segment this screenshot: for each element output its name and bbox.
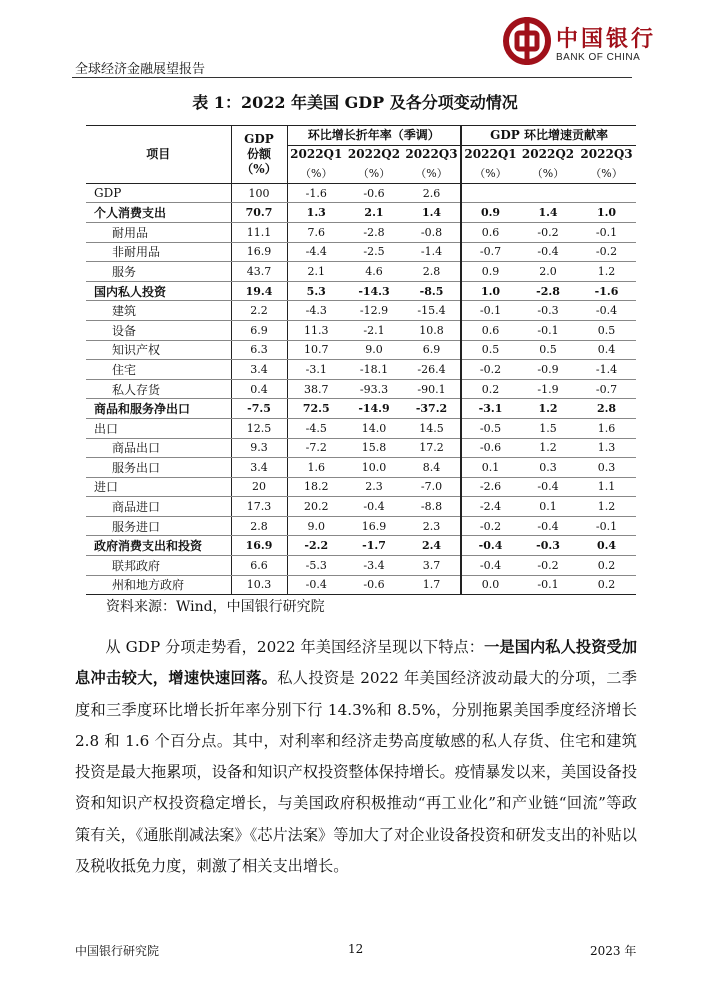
header-share-line2: 份额 (246, 146, 271, 161)
table-row (86, 536, 636, 556)
row-name: 商品进口 (86, 497, 231, 517)
row-name: 非耐用品 (86, 242, 231, 262)
table-row (86, 556, 636, 576)
row-contribution-q3: 1.0 (577, 203, 636, 223)
row-contribution-q3: -1.6 (577, 281, 636, 301)
row-growth-q3: 8.4 (403, 458, 461, 478)
header-q3-contribution: 2022Q3 (580, 147, 633, 162)
header-q2-contribution: 2022Q2 (521, 147, 575, 162)
header-q2-growth: 2022Q2 (347, 147, 401, 162)
row-growth-q2: 2.3 (345, 477, 403, 497)
row-growth-q2: 9.0 (345, 340, 403, 360)
row-contribution-q1: -0.1 (461, 301, 519, 321)
row-contribution-q2: -0.4 (519, 242, 577, 262)
row-growth-q3: -1.4 (403, 242, 461, 262)
row-growth-q1: 72.5 (287, 399, 345, 419)
row-name: 设备 (86, 320, 231, 340)
header-q1-contribution: 2022Q1 (461, 145, 519, 164)
table-body (86, 183, 636, 594)
row-share: 16.9 (231, 536, 287, 556)
row-contribution-q3: -0.4 (577, 301, 636, 321)
row-share: 43.7 (231, 262, 287, 282)
row-growth-q1: -5.3 (287, 556, 345, 576)
row-contribution-q3: 1.3 (577, 438, 636, 458)
row-growth-q2: -0.6 (363, 578, 385, 592)
row-name: 联邦政府 (86, 556, 231, 576)
footer-year: 2023 年 (590, 944, 637, 958)
row-contribution-q2: -0.2 (519, 222, 577, 242)
row-contribution-q2: -2.8 (519, 281, 577, 301)
row-contribution-q1: 0.6 (461, 320, 519, 340)
row-growth-q1: -7.2 (287, 438, 345, 458)
row-share: 20 (231, 477, 287, 497)
row-name: 商品和服务净出口 (86, 399, 231, 419)
row-growth-q2: -18.1 (345, 360, 403, 380)
row-contribution-q3: -0.1 (577, 516, 636, 536)
row-growth-q2: -93.3 (345, 379, 403, 399)
row-contribution-q3: 2.8 (577, 399, 636, 419)
row-contribution-q3: 0.4 (577, 536, 636, 556)
header-unit: （%） (287, 164, 345, 183)
row-name: 服务进口 (86, 516, 231, 536)
row-growth-q3: -0.8 (403, 222, 461, 242)
row-contribution-q1: -0.6 (461, 438, 519, 458)
row-share: 70.7 (231, 203, 287, 223)
row-contribution-q3: 0.4 (577, 340, 636, 360)
logo-english-text: BANK OF CHINA (556, 52, 641, 63)
row-contribution-q1: -2.6 (461, 477, 519, 497)
row-growth-q3: -90.1 (403, 379, 461, 399)
row-growth-q2: 14.0 (345, 418, 403, 438)
row-contribution-q2: -0.3 (519, 301, 577, 321)
table-row (86, 301, 636, 321)
row-growth-q1: 2.1 (287, 262, 345, 282)
table-row (86, 477, 636, 497)
row-growth-q2: -2.8 (345, 222, 403, 242)
row-growth-q1: 7.6 (287, 222, 345, 242)
table-row (86, 360, 636, 380)
row-name: GDP (86, 183, 231, 203)
row-contribution-q1: 0.0 (461, 575, 519, 595)
row-share: 17.3 (231, 497, 287, 517)
table-row (86, 399, 636, 419)
table-row (86, 458, 636, 478)
row-contribution-q3: 0.2 (577, 556, 636, 576)
row-name: 耐用品 (86, 222, 231, 242)
row-contribution-q2: 0.1 (519, 497, 577, 517)
row-contribution-q3: -0.2 (577, 242, 636, 262)
row-growth-q3: -26.4 (403, 360, 461, 380)
row-name: 住宅 (86, 360, 231, 380)
row-name: 知识产权 (86, 340, 231, 360)
row-share: 6.6 (231, 556, 287, 576)
row-growth-q1: -3.1 (287, 360, 345, 380)
row-contribution-q1: 0.6 (461, 222, 519, 242)
row-growth-q2: -0.6 (345, 183, 403, 203)
row-contribution-q2: -0.3 (519, 536, 577, 556)
row-contribution-q2: -0.2 (519, 556, 577, 576)
row-growth-q2: -14.9 (345, 399, 403, 419)
row-contribution-q2: -0.1 (537, 578, 559, 592)
row-growth-q1: -4.5 (287, 418, 345, 438)
row-contribution-q3: -0.7 (577, 379, 636, 399)
row-growth-q2: -12.9 (345, 301, 403, 321)
row-growth-q3: 10.8 (403, 320, 461, 340)
row-contribution-q3: 0.5 (577, 320, 636, 340)
table-title: 表 1：2022 年美国 GDP 及各分项变动情况 (192, 93, 518, 112)
table-row (86, 203, 636, 223)
row-contribution-q1: -0.2 (461, 360, 519, 380)
paragraph-lead: 从 GDP 分项走势看，2022 年美国经济呈现以下特点： (105, 638, 485, 656)
row-contribution-q3: -0.1 (577, 222, 636, 242)
row-growth-q2: -3.4 (345, 556, 403, 576)
row-contribution-q2: 1.4 (519, 203, 577, 223)
row-growth-q1: 9.0 (287, 516, 345, 536)
row-growth-q3: -8.8 (403, 497, 461, 517)
row-contribution-q1: 0.2 (461, 379, 519, 399)
row-contribution-q2: 1.2 (519, 399, 577, 419)
row-share: 12.5 (231, 418, 287, 438)
row-growth-q3: 2.4 (403, 536, 461, 556)
row-growth-q1: 1.6 (287, 458, 345, 478)
row-growth-q3: 6.9 (403, 340, 461, 360)
row-growth-q2: 10.0 (345, 458, 403, 478)
header-share (231, 126, 287, 184)
row-contribution-q3: 0.3 (577, 458, 636, 478)
table-row (86, 379, 636, 399)
row-growth-q1: -4.3 (287, 301, 345, 321)
row-contribution-q2: -0.1 (519, 320, 577, 340)
gdp-table-container (86, 125, 636, 595)
logo-chinese-text: 中国银行 (556, 26, 657, 52)
table-row (86, 575, 636, 595)
row-share: 2.2 (231, 301, 287, 321)
row-contribution-q1: 0.5 (461, 340, 519, 360)
row-contribution-q2: 1.2 (519, 438, 577, 458)
row-growth-q2: -0.4 (345, 497, 403, 517)
header-group-contribution: GDP 环比增速贡献率 (461, 126, 636, 146)
row-contribution-q2: 1.5 (519, 418, 577, 438)
row-growth-q1: -4.4 (287, 242, 345, 262)
table-row (86, 242, 636, 262)
row-growth-q3: 2.6 (403, 183, 461, 203)
body-paragraph (75, 632, 637, 882)
table-row (86, 516, 636, 536)
header-share-line1: GDP (244, 131, 274, 146)
header-unit: （%） (357, 166, 391, 180)
row-growth-q3: 1.4 (403, 203, 461, 223)
header-unit: （%） (590, 166, 623, 180)
row-growth-q3: 2.3 (403, 516, 461, 536)
row-contribution-q1: 0.9 (461, 203, 519, 223)
table-row (86, 262, 636, 282)
row-growth-q1: 18.2 (287, 477, 345, 497)
row-growth-q2: -14.3 (345, 281, 403, 301)
row-contribution-q3: 1.2 (577, 497, 636, 517)
table-row (86, 418, 636, 438)
row-contribution-q1 (461, 183, 519, 203)
row-growth-q1: -2.2 (287, 536, 345, 556)
row-share: 3.4 (231, 360, 287, 380)
row-contribution-q3: -1.4 (577, 360, 636, 380)
table-source: 资料来源：Wind，中国银行研究院 (106, 599, 325, 615)
row-growth-q2: 16.9 (345, 516, 403, 536)
row-name: 服务 (86, 262, 231, 282)
row-growth-q3: 1.7 (422, 578, 441, 592)
row-contribution-q3: 1.2 (577, 262, 636, 282)
header-unit: （%） (415, 166, 448, 180)
row-share: 9.3 (231, 438, 287, 458)
table-row (86, 497, 636, 517)
row-contribution-q2: 2.0 (519, 262, 577, 282)
row-growth-q3: 2.8 (403, 262, 461, 282)
row-contribution-q1: -0.5 (461, 418, 519, 438)
row-contribution-q2: -0.4 (519, 477, 577, 497)
row-growth-q2: 15.8 (345, 438, 403, 458)
row-contribution-q1: -3.1 (461, 399, 519, 419)
row-contribution-q1: 0.1 (461, 458, 519, 478)
row-growth-q3: -15.4 (403, 301, 461, 321)
row-growth-q3: 17.2 (403, 438, 461, 458)
row-contribution-q1: -0.7 (461, 242, 519, 262)
footer-page-number: 12 (348, 942, 364, 956)
row-contribution-q2: -0.9 (519, 360, 577, 380)
row-contribution-q2 (519, 183, 577, 203)
row-growth-q3: -37.2 (403, 399, 461, 419)
row-growth-q1: 1.3 (287, 203, 345, 223)
row-share: 0.4 (231, 379, 287, 399)
header-group-growth: 环比增长折年率（季调） (287, 126, 461, 146)
row-name: 国内私人投资 (86, 281, 231, 301)
row-contribution-q1: -0.2 (461, 516, 519, 536)
row-contribution-q3: 1.1 (577, 477, 636, 497)
row-name: 进口 (86, 477, 231, 497)
row-share: 16.9 (231, 242, 287, 262)
header-item: 项目 (86, 126, 231, 184)
row-name: 商品出口 (86, 438, 231, 458)
row-growth-q2: -2.5 (345, 242, 403, 262)
row-growth-q3: 14.5 (403, 418, 461, 438)
row-name: 服务出口 (86, 458, 231, 478)
header-unit: （%） (531, 166, 565, 180)
gdp-components-table (86, 125, 636, 595)
row-contribution-q1: -0.4 (461, 556, 519, 576)
row-share: 6.9 (231, 320, 287, 340)
row-name: 出口 (86, 418, 231, 438)
row-growth-q2: 2.1 (345, 203, 403, 223)
row-contribution-q2: -0.4 (519, 516, 577, 536)
row-name: 州和地方政府 (112, 578, 185, 593)
row-share: 2.8 (231, 516, 287, 536)
row-contribution-q1: 0.9 (461, 262, 519, 282)
row-growth-q1: 20.2 (287, 497, 345, 517)
table-row (86, 222, 636, 242)
row-growth-q3: -8.5 (403, 281, 461, 301)
header-unit: （%） (461, 164, 519, 183)
row-contribution-q1: -0.4 (461, 536, 519, 556)
row-name: 个人消费支出 (86, 203, 231, 223)
row-contribution-q2: -1.9 (519, 379, 577, 399)
row-name: 政府消费支出和投资 (86, 536, 231, 556)
row-share: 19.4 (231, 281, 287, 301)
row-share: 11.1 (231, 222, 287, 242)
row-growth-q1: 11.3 (287, 320, 345, 340)
table-row (86, 320, 636, 340)
footer-organization: 中国银行研究院 (75, 944, 160, 958)
paragraph-rest: 私人投资是 2022 年美国经济波动最大的分项，二季度和三季度环比增长折年率分别下行 14.3%和 8.5%，分别拖累美国季度经济增长 2.8 和 1.6 个百分点。其中，对利率和经济走势高度敏感的私人存货、住宅和建筑投资是最大拖累项，设备和知识产权投资整体保持增长。疫情暴发以来，美国设备投资和知识产权投资稳定增长，与美国政府积极推动“再工业化”和产业链“回流”等政策有关，《通胀削减法案》《芯片法案》等加大了对企业设备投资和研发支出的补贴以及税收抵免力度，刺激了相关支出增长。 (75, 669, 637, 876)
row-growth-q1: 10.7 (287, 340, 345, 360)
row-growth-q1: -1.6 (287, 183, 345, 203)
header-q3-growth: 2022Q3 (405, 147, 458, 162)
row-growth-q2: 4.6 (345, 262, 403, 282)
row-growth-q1: 5.3 (287, 281, 345, 301)
table-row (86, 183, 636, 203)
row-share: -7.5 (231, 399, 287, 419)
row-growth-q1: -0.4 (287, 575, 345, 595)
row-growth-q3: -7.0 (403, 477, 461, 497)
row-contribution-q1: -2.4 (461, 497, 519, 517)
row-share: 100 (231, 183, 287, 203)
table-row (86, 340, 636, 360)
row-contribution-q2: 0.5 (519, 340, 577, 360)
header-share-line3: （%） (241, 161, 277, 176)
row-share: 6.3 (231, 340, 287, 360)
row-share: 3.4 (231, 458, 287, 478)
paragraph-highlight: 一是国内私人投资受加息冲击较大，增速快速回落。 (75, 638, 638, 688)
row-contribution-q2: 0.3 (519, 458, 577, 478)
table-row (86, 438, 636, 458)
header-rule (72, 77, 632, 78)
report-title: 全球经济金融展望报告 (75, 62, 206, 77)
row-name: 建筑 (86, 301, 231, 321)
header-q1-growth: 2022Q1 (287, 145, 345, 164)
table-row (86, 281, 636, 301)
row-growth-q2: -2.1 (345, 320, 403, 340)
row-growth-q3: 3.7 (403, 556, 461, 576)
row-name: 私人存货 (86, 379, 231, 399)
row-share: 10.3 (231, 575, 287, 595)
row-contribution-q1: 1.0 (461, 281, 519, 301)
row-contribution-q3 (577, 183, 636, 203)
row-contribution-q3: 1.6 (577, 418, 636, 438)
row-growth-q2: -1.7 (345, 536, 403, 556)
row-contribution-q3: 0.2 (597, 578, 616, 592)
row-growth-q1: 38.7 (287, 379, 345, 399)
